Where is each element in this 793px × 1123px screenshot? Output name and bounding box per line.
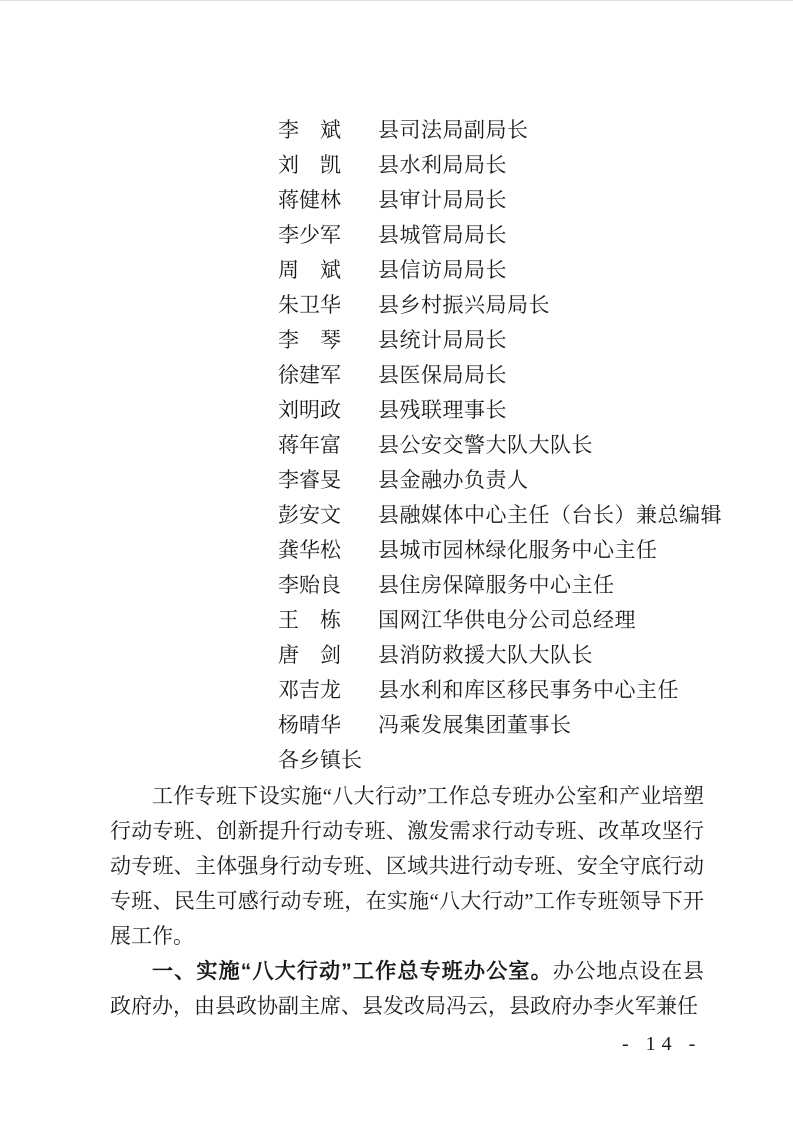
person-title: 县融媒体中心主任（台长）兼总编辑 bbox=[378, 503, 722, 527]
roster-row bbox=[278, 183, 722, 218]
roster-row bbox=[278, 603, 722, 638]
roster-row bbox=[278, 288, 722, 323]
person-name: 王 栋 bbox=[278, 608, 341, 632]
roster-row bbox=[278, 533, 722, 568]
person-name: 彭安文 bbox=[278, 503, 341, 527]
person-name: 刘明政 bbox=[278, 398, 341, 422]
person-title: 县残联理事长 bbox=[378, 398, 507, 422]
person-name: 李 斌 bbox=[278, 118, 341, 142]
roster-row bbox=[278, 463, 722, 498]
section-heading: 一、实施“八大行动”工作总专班办公室。 bbox=[152, 960, 553, 983]
person-name: 龚华松 bbox=[278, 538, 341, 562]
person-title: 县城管局局长 bbox=[378, 223, 507, 247]
person-name: 蒋健林 bbox=[278, 188, 341, 212]
person-title: 国网江华供电分公司总经理 bbox=[378, 608, 636, 632]
person-title: 县司法局副局长 bbox=[378, 118, 529, 142]
person-title: 县信访局局长 bbox=[378, 258, 507, 282]
person-title: 县公安交警大队大队长 bbox=[378, 433, 593, 457]
person-title: 县消防救援大队大队长 bbox=[378, 643, 593, 667]
roster-row bbox=[278, 358, 722, 393]
person-name: 李 琴 bbox=[278, 328, 341, 352]
paragraph-office bbox=[110, 954, 704, 1024]
person-title: 县水利局局长 bbox=[378, 153, 507, 177]
roster-row bbox=[278, 393, 722, 428]
roster-list bbox=[278, 113, 722, 778]
person-title: 县金融办负责人 bbox=[378, 468, 529, 492]
person-title: 县水利和库区移民事务中心主任 bbox=[378, 678, 679, 702]
person-title: 县医保局局长 bbox=[378, 363, 507, 387]
person-title: 县乡村振兴局局长 bbox=[378, 293, 550, 317]
person-name: 李贻良 bbox=[278, 573, 341, 597]
person-title: 县审计局局长 bbox=[378, 188, 507, 212]
person-name: 李睿旻 bbox=[278, 468, 341, 492]
roster-row bbox=[278, 323, 722, 358]
person-title: 县城市园林绿化服务中心主任 bbox=[378, 538, 658, 562]
section-body-start: 办公地点设在县政府办，由县政协副主席、县发改局冯云，县政府办李火军兼任 bbox=[110, 959, 705, 1018]
page-number: - 14 - bbox=[622, 1033, 702, 1055]
roster-row bbox=[278, 673, 722, 708]
person-name: 朱卫华 bbox=[278, 293, 341, 317]
person-title: 县住房保障服务中心主任 bbox=[378, 573, 615, 597]
roster-row bbox=[278, 428, 722, 463]
roster-row bbox=[278, 743, 722, 778]
person-name: 唐 剑 bbox=[278, 643, 341, 667]
roster-row bbox=[278, 253, 722, 288]
roster-row bbox=[278, 113, 722, 148]
paragraph-workgroups: 工作专班下设实施“八大行动”工作总专班办公室和产业培塑行动专班、创新提升行动专班、激发需求行动专班、改革攻坚行动专班、主体强身行动专班、区域共进行动专班、安全守底行动专班、民生可感行动专班，在实施“八大行动”工作专班领导下开展工作。 bbox=[110, 784, 704, 948]
person-name: 刘 凯 bbox=[278, 153, 341, 177]
person-name: 李少军 bbox=[278, 223, 341, 247]
person-name: 周 斌 bbox=[278, 258, 341, 282]
person-name: 各乡镇长 bbox=[278, 748, 362, 772]
roster-row bbox=[278, 148, 722, 183]
body-text bbox=[110, 779, 704, 1024]
person-name: 徐建军 bbox=[278, 363, 341, 387]
person-name: 邓吉龙 bbox=[278, 678, 341, 702]
person-name: 蒋年富 bbox=[278, 433, 341, 457]
roster-row bbox=[278, 498, 722, 533]
roster-row bbox=[278, 638, 722, 673]
person-name: 杨晴华 bbox=[278, 713, 341, 737]
roster-row bbox=[278, 218, 722, 253]
roster-row bbox=[278, 708, 722, 743]
person-title: 冯乘发展集团董事长 bbox=[378, 713, 572, 737]
person-title: 县统计局局长 bbox=[378, 328, 507, 352]
roster-row bbox=[278, 568, 722, 603]
